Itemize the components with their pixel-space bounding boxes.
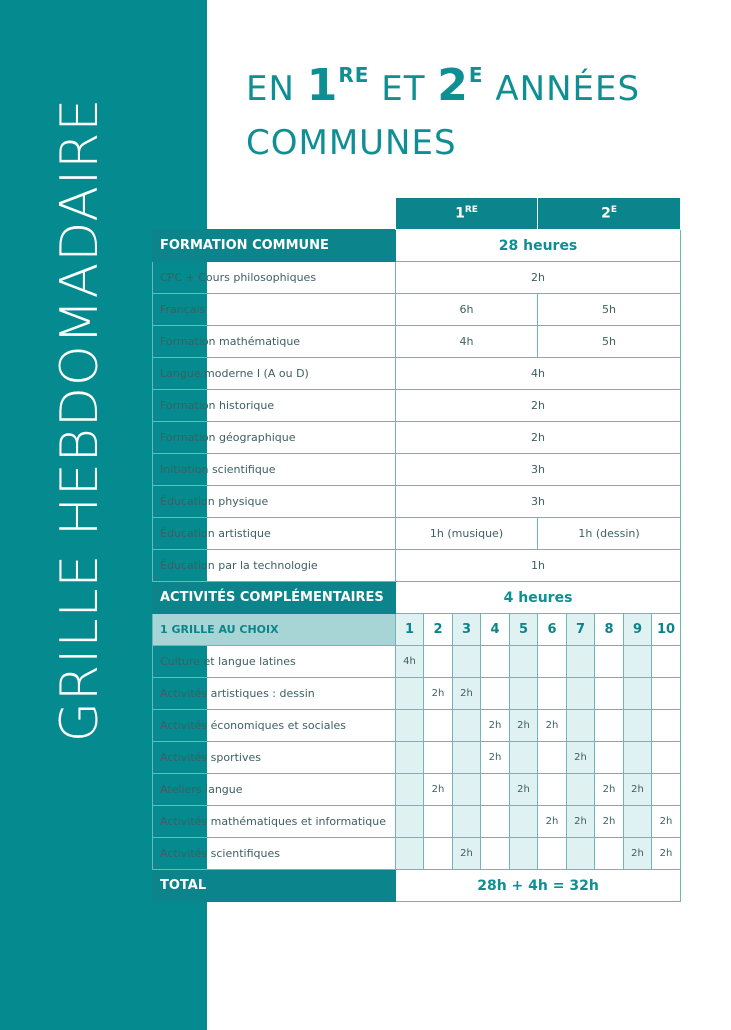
hours-value: 2h bbox=[396, 390, 681, 422]
activity-hours-cell bbox=[481, 838, 510, 870]
activity-hours-cell bbox=[652, 678, 681, 710]
subject-label: Éducation physique bbox=[153, 486, 396, 518]
activity-hours-cell bbox=[595, 742, 624, 774]
activity-hours-cell: 2h bbox=[652, 838, 681, 870]
table-row bbox=[153, 262, 681, 294]
grille-column-number: 2 bbox=[424, 614, 453, 646]
subject-label: Formation géographique bbox=[153, 422, 396, 454]
grille-column-number: 10 bbox=[652, 614, 681, 646]
activity-hours-cell bbox=[624, 742, 652, 774]
choice-row bbox=[153, 678, 681, 710]
activity-hours-cell bbox=[396, 678, 424, 710]
subject-label: CPC + Cours philosophiques bbox=[153, 262, 396, 294]
activity-hours-cell: 2h bbox=[624, 838, 652, 870]
formation-commune-hours: 28 heures bbox=[396, 230, 681, 262]
activity-hours-cell bbox=[424, 838, 453, 870]
grille-column-number: 5 bbox=[510, 614, 538, 646]
activity-hours-cell bbox=[424, 742, 453, 774]
choice-row bbox=[153, 710, 681, 742]
activity-hours-cell bbox=[510, 646, 538, 678]
activity-hours-cell bbox=[595, 678, 624, 710]
activity-hours-cell bbox=[453, 774, 481, 806]
vertical-title: GRILLE HEBDOMADAIRE bbox=[50, 97, 110, 743]
hours-value: 1h bbox=[396, 550, 681, 582]
activity-hours-cell bbox=[424, 806, 453, 838]
table-row bbox=[153, 550, 681, 582]
activity-hours-cell: 2h bbox=[567, 742, 595, 774]
activites-row bbox=[153, 582, 681, 614]
activity-hours-cell bbox=[510, 742, 538, 774]
activity-hours-cell bbox=[396, 742, 424, 774]
title-line-2: COMMUNES bbox=[246, 123, 457, 163]
formation-commune-row bbox=[153, 230, 681, 262]
table-row bbox=[153, 294, 681, 326]
year-1-value: 6h bbox=[396, 294, 538, 326]
activity-hours-cell bbox=[538, 678, 567, 710]
activity-hours-cell bbox=[567, 838, 595, 870]
grille-label: 1 GRILLE AU CHOIX bbox=[153, 614, 396, 646]
activity-hours-cell bbox=[424, 710, 453, 742]
activity-hours-cell bbox=[624, 710, 652, 742]
activity-hours-cell: 2h bbox=[538, 710, 567, 742]
activity-hours-cell bbox=[567, 774, 595, 806]
activity-label: Activités mathématiques et informatique bbox=[153, 806, 396, 838]
year-1-header: 1RE bbox=[396, 198, 538, 230]
activity-hours-cell: 2h bbox=[453, 838, 481, 870]
activity-hours-cell: 2h bbox=[510, 774, 538, 806]
activity-hours-cell: 2h bbox=[424, 678, 453, 710]
activity-hours-cell bbox=[624, 646, 652, 678]
activity-hours-cell: 2h bbox=[453, 678, 481, 710]
activity-hours-cell: 2h bbox=[567, 806, 595, 838]
grille-column-number: 7 bbox=[567, 614, 595, 646]
hours-value: 2h bbox=[396, 422, 681, 454]
activity-hours-cell bbox=[453, 710, 481, 742]
activity-label: Culture et langue latines bbox=[153, 646, 396, 678]
hours-value: 3h bbox=[396, 454, 681, 486]
activity-hours-cell bbox=[652, 742, 681, 774]
subject-label: Formation mathématique bbox=[153, 326, 396, 358]
subject-label: Éducation par la technologie bbox=[153, 550, 396, 582]
activity-hours-cell bbox=[396, 774, 424, 806]
year-1-value: 1h (musique) bbox=[396, 518, 538, 550]
grille-column-number: 8 bbox=[595, 614, 624, 646]
activity-hours-cell: 2h bbox=[481, 710, 510, 742]
subject-label: Initiation scientifique bbox=[153, 454, 396, 486]
activity-hours-cell: 2h bbox=[424, 774, 453, 806]
grille-column-number: 1 bbox=[396, 614, 424, 646]
activity-hours-cell bbox=[652, 646, 681, 678]
activity-hours-cell bbox=[595, 710, 624, 742]
activity-hours-cell bbox=[595, 646, 624, 678]
table-row bbox=[153, 518, 681, 550]
total-label: TOTAL bbox=[153, 870, 396, 902]
activity-hours-cell bbox=[624, 806, 652, 838]
activity-hours-cell bbox=[538, 838, 567, 870]
grille-column-number: 9 bbox=[624, 614, 652, 646]
activity-hours-cell bbox=[453, 806, 481, 838]
table-row bbox=[153, 422, 681, 454]
activity-hours-cell bbox=[453, 646, 481, 678]
table-row bbox=[153, 390, 681, 422]
hours-value: 3h bbox=[396, 486, 681, 518]
activity-hours-cell bbox=[538, 742, 567, 774]
subject-label: Formation historique bbox=[153, 390, 396, 422]
activity-hours-cell bbox=[567, 646, 595, 678]
formation-commune-label: FORMATION COMMUNE bbox=[153, 230, 396, 262]
year-2-header: $2^E$ bbox=[538, 198, 681, 230]
title-line-1: EN 1RE ET $2^E$ ANNÉES bbox=[246, 60, 641, 111]
activity-hours-cell: 2h bbox=[624, 774, 652, 806]
activity-hours-cell bbox=[538, 774, 567, 806]
activity-hours-cell bbox=[538, 646, 567, 678]
total-value: 28h + 4h = 32h bbox=[396, 870, 681, 902]
activity-hours-cell bbox=[396, 838, 424, 870]
activity-hours-cell bbox=[652, 774, 681, 806]
year-2-value: 5h bbox=[538, 294, 681, 326]
subject-label: Éducation artistique bbox=[153, 518, 396, 550]
hours-value: 4h bbox=[396, 358, 681, 390]
activity-hours-cell bbox=[510, 678, 538, 710]
activity-hours-cell: 2h bbox=[510, 710, 538, 742]
activity-hours-cell: 4h bbox=[396, 646, 424, 678]
activity-hours-cell bbox=[424, 646, 453, 678]
hours-value: 2h bbox=[396, 262, 681, 294]
subject-label: Langue moderne I (A ou D) bbox=[153, 358, 396, 390]
activity-hours-cell bbox=[510, 838, 538, 870]
activity-hours-cell: 2h bbox=[652, 806, 681, 838]
schedule-table bbox=[152, 197, 681, 902]
subject-label: Français bbox=[153, 294, 396, 326]
activity-hours-cell: 2h bbox=[481, 742, 510, 774]
activity-hours-cell bbox=[481, 646, 510, 678]
activity-hours-cell bbox=[652, 710, 681, 742]
year-1-value: 4h bbox=[396, 326, 538, 358]
grille-column-number: 6 bbox=[538, 614, 567, 646]
activity-label: Activités scientifiques bbox=[153, 838, 396, 870]
choice-row bbox=[153, 646, 681, 678]
table-row bbox=[153, 454, 681, 486]
activity-hours-cell bbox=[481, 774, 510, 806]
page-title bbox=[246, 48, 640, 170]
activity-hours-cell bbox=[567, 678, 595, 710]
grille-column-number: 4 bbox=[481, 614, 510, 646]
activity-hours-cell bbox=[624, 678, 652, 710]
activites-label: ACTIVITÉS COMPLÉMENTAIRES bbox=[153, 582, 396, 614]
choice-row bbox=[153, 838, 681, 870]
table-row bbox=[153, 486, 681, 518]
activity-hours-cell bbox=[396, 806, 424, 838]
activity-hours-cell bbox=[510, 806, 538, 838]
activity-hours-cell bbox=[567, 710, 595, 742]
activity-hours-cell bbox=[453, 742, 481, 774]
activites-hours: 4 heures bbox=[396, 582, 681, 614]
activity-label: Ateliers langue bbox=[153, 774, 396, 806]
table-row bbox=[153, 358, 681, 390]
choice-row bbox=[153, 774, 681, 806]
year-header-row bbox=[153, 198, 681, 230]
table-row bbox=[153, 326, 681, 358]
activity-hours-cell bbox=[481, 678, 510, 710]
activity-hours-cell: 2h bbox=[595, 806, 624, 838]
grille-header-row bbox=[153, 614, 681, 646]
blank-cell bbox=[153, 198, 396, 230]
choice-row bbox=[153, 806, 681, 838]
total-row bbox=[153, 870, 681, 902]
activity-label: Activités économiques et sociales bbox=[153, 710, 396, 742]
year-2-value: 1h (dessin) bbox=[538, 518, 681, 550]
activity-hours-cell bbox=[481, 806, 510, 838]
activity-hours-cell bbox=[396, 710, 424, 742]
choice-row bbox=[153, 742, 681, 774]
activity-hours-cell bbox=[595, 838, 624, 870]
activity-hours-cell: 2h bbox=[538, 806, 567, 838]
activity-label: Activités artistiques : dessin bbox=[153, 678, 396, 710]
grille-column-number: 3 bbox=[453, 614, 481, 646]
year-2-value: 5h bbox=[538, 326, 681, 358]
activity-label: Activités sportives bbox=[153, 742, 396, 774]
activity-hours-cell: 2h bbox=[595, 774, 624, 806]
